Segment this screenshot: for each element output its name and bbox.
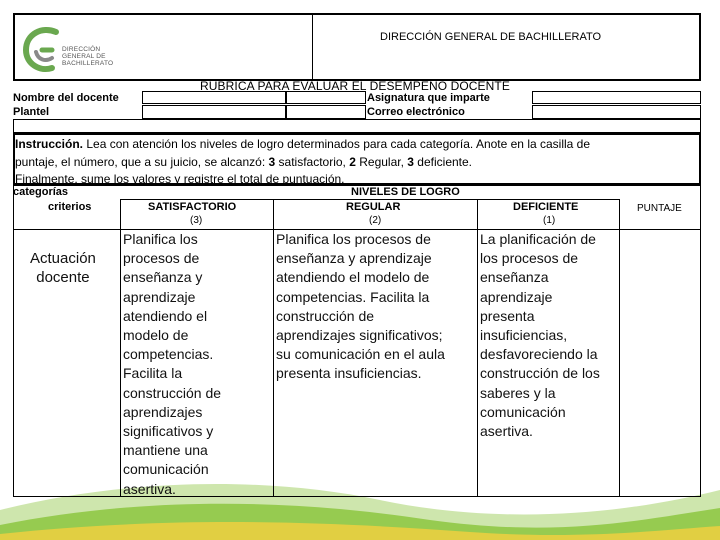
val-regular: (2) — [369, 215, 382, 226]
desc-line: insuficiencias, — [480, 327, 568, 344]
email-label: Correo electrónico — [367, 106, 465, 118]
criterion-line: Actuación — [30, 250, 96, 267]
desc-line: saberes y la — [480, 384, 556, 401]
desc-line: Planifica los procesos de — [276, 231, 431, 247]
teacher-label: Nombre del docente — [13, 92, 119, 104]
levels-label: NIVELES DE LOGRO — [351, 186, 460, 198]
value-regular: 2 — [349, 154, 356, 169]
desc-line: su comunicación en el aula — [276, 346, 445, 363]
criterion-line: docente — [36, 269, 90, 286]
score-input-cell[interactable] — [620, 231, 700, 496]
instruction-line3: Finalmente, sume los valores y registre el total de puntuación. — [15, 172, 345, 186]
desc-line: La planificación de — [480, 231, 596, 247]
label-satisfactory: satisfactorio, — [275, 154, 350, 169]
dgb-logo-icon — [22, 24, 66, 74]
desc-line: construcción de los — [480, 365, 600, 382]
instruction-line1: Lea con atención los niveles de logro determinados para cada categoría. Anote en la casilla de — [83, 137, 591, 151]
col-regular: REGULAR — [346, 201, 401, 213]
value-deficient: 3 — [407, 154, 414, 169]
desc-line: Facilita la — [123, 365, 183, 382]
teacher-field[interactable] — [142, 91, 286, 104]
desc-line: comunicación — [480, 403, 566, 420]
desc-line: construcción de — [276, 307, 375, 324]
campus-field-extra[interactable] — [286, 105, 366, 119]
desc-satisfactory — [123, 230, 273, 499]
desc-line: mantiene una — [123, 442, 208, 459]
desc-regular — [276, 230, 477, 384]
value-satisfactory: 3 — [268, 154, 276, 169]
desc-line: aprendizaje — [123, 288, 196, 305]
val-satisfactory: (3) — [190, 215, 203, 226]
desc-line: enseñanza — [480, 269, 549, 286]
desc-line: presenta insuficiencias. — [276, 365, 422, 382]
desc-line: enseñanza y aprendizaje — [276, 250, 432, 267]
desc-line: aprendizajes significativos; — [276, 327, 443, 344]
instruction-label: Instrucción. — [15, 137, 84, 151]
desc-line: los procesos de — [480, 250, 579, 267]
col-score: PUNTAJE — [637, 203, 682, 214]
criteria-label: criterios — [48, 201, 92, 213]
desc-line: competencias. — [123, 346, 214, 363]
instruction-text — [15, 136, 700, 189]
col-deficient: DEFICIENTE — [513, 201, 579, 213]
criterion — [30, 249, 96, 287]
desc-line: asertiva. — [480, 423, 533, 440]
label-deficient: deficiente. — [413, 154, 473, 169]
desc-line: asertiva. — [123, 480, 176, 497]
campus-field[interactable] — [142, 105, 286, 119]
logo-line: DIRECCIÓN — [62, 46, 101, 53]
teacher-field-extra[interactable] — [286, 91, 366, 104]
email-field[interactable] — [532, 105, 701, 119]
desc-line: significativos y — [123, 423, 214, 440]
desc-line: desfavoreciendo la — [480, 346, 598, 363]
desc-line: atendiendo el — [123, 307, 208, 324]
col-satisfactory: SATISFACTORIO — [148, 201, 237, 213]
desc-line: procesos de — [123, 250, 200, 267]
header-title: DIRECCIÓN GENERAL DE BACHILLERATO — [380, 31, 602, 43]
desc-line: aprendizajes — [123, 403, 203, 420]
val-deficient: (1) — [543, 215, 556, 226]
desc-line: competencias. Facilita la — [276, 288, 430, 305]
rubric-title: RÚBRICA PARA EVALUAR EL DESEMPEÑO DOCENTE — [200, 79, 510, 93]
desc-line: enseñanza y — [123, 269, 203, 286]
desc-line: atendiendo el modelo de — [276, 269, 430, 286]
desc-line: presenta — [480, 307, 535, 324]
desc-deficient — [480, 230, 619, 441]
desc-line: comunicación — [123, 461, 209, 478]
desc-line: Planifica los — [123, 231, 198, 247]
logo-line: GENERAL DE — [62, 53, 106, 60]
subject-field[interactable] — [532, 91, 701, 104]
campus-label: Plantel — [13, 106, 50, 118]
levels-divider — [120, 199, 619, 200]
desc-line: aprendizaje — [480, 288, 553, 305]
logo-line: BACHILLERATO — [62, 60, 114, 67]
logo-text — [62, 46, 113, 67]
instruction-line2: puntaje, el número, que a su juicio, se alcanzó: — [15, 154, 269, 169]
categories-label: categorías — [13, 186, 69, 198]
desc-line: modelo de — [123, 327, 189, 344]
desc-line: construcción de — [123, 384, 222, 401]
label-regular: Regular, — [355, 154, 408, 169]
spacer-row — [13, 119, 701, 133]
subject-label: Asignatura que imparte — [367, 92, 490, 104]
